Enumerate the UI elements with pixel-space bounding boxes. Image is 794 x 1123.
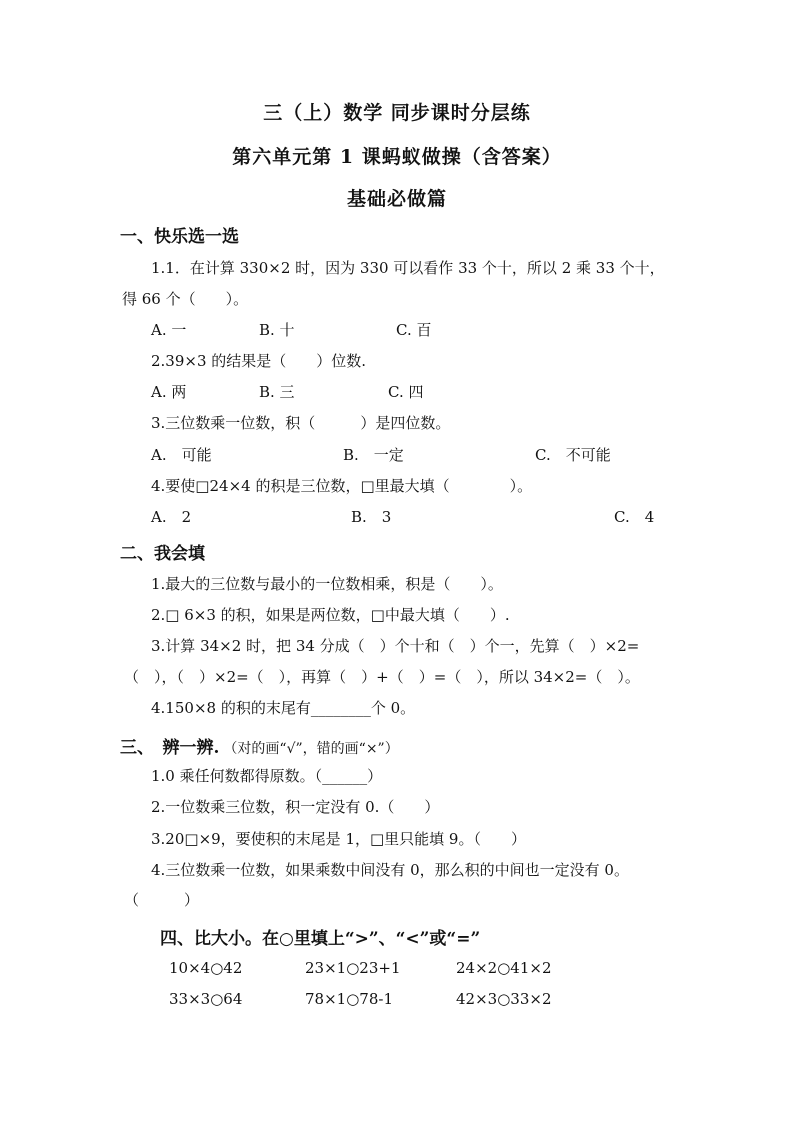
s4-item-1-2: 23×1○23+1 [305,959,401,977]
s2-question-3-line2: （ ），（ ）×2=（ ），再算（ ）+（ ）=（ ），所以 34×2=（ ）。 [124,668,640,686]
s2-question-4: 4.150×8 的积的末尾有________个 0。 [151,699,416,717]
section-1-heading: 一、快乐选一选 [120,227,239,247]
worksheet-title: 三（上）数学 同步课时分层练 [263,102,531,124]
s1-q2-option-a: A. 两 [151,383,187,401]
s1-q3-option-b: B. 一定 [343,446,404,464]
section-3-heading [120,733,399,758]
s1-question-1-line1: 1.1．在计算 330×2 时，因为 330 可以看作 33 个十，所以 2 乘 33 个十， [151,259,665,277]
level-title: 基础必做篇 [346,188,447,210]
s1-q4-option-a: A. 2 [151,508,192,526]
s3-question-3: 3.20□×9，要使积的末尾是 1，□里只能填 9。（ ） [151,830,526,848]
s2-question-2: 2.□ 6×3 的积，如果是两位数，□中最大填（ ）. [151,606,510,624]
s3-question-4-line2: （ ） [124,891,200,909]
s1-q2-option-c: C. 四 [388,383,424,401]
s3-question-1: 1.0 乘任何数都得原数。（______） [151,767,383,785]
s1-question-3: 3.三位数乘一位数，积（ ）是四位数。 [151,414,451,432]
s1-q2-option-b: B. 三 [259,383,295,401]
s1-q3-option-c: C. 不可能 [535,446,611,464]
s1-question-4: 4.要使□24×4 的积是三位数，□里最大填（ ）。 [151,477,533,495]
section-3-title: 三、 辨一辨. [120,738,220,758]
s3-question-2: 2.一位数乘三位数，积一定没有 0.（ ） [151,798,440,816]
s1-q3-option-a: A. 可能 [151,446,212,464]
s3-question-4-line1: 4.三位数乘一位数，如果乘数中间没有 0，那么积的中间也一定没有 0。 [151,861,629,879]
section-4-heading: 四、比大小。在○里填上“>”、“<”或“=” [160,929,481,949]
section-3-instruction: （对的画“√”，错的画“×”） [223,741,399,757]
s1-q1-option-b: B. 十 [259,321,295,339]
s1-q4-option-c: C. 4 [614,508,655,526]
s4-item-2-1: 33×3○64 [169,990,243,1008]
s2-question-1: 1.最大的三位数与最小的一位数相乘，积是（ ）。 [151,575,503,593]
s1-q1-option-a: A. 一 [151,321,187,339]
section-2-heading: 二、我会填 [120,544,205,564]
s4-item-2-3: 42×3○33×2 [456,990,552,1008]
s1-question-1-line2: 得 66 个（ ）。 [122,290,249,308]
s4-item-1-3: 24×2○41×2 [456,959,552,977]
s2-question-3-line1: 3.计算 34×2 时，把 34 分成（ ）个十和（ ）个一，先算（ ）×2= [151,637,640,655]
s1-q1-option-c: C. 百 [396,321,432,339]
s1-q4-option-b: B. 3 [351,508,392,526]
s4-item-1-1: 10×4○42 [169,959,243,977]
s1-question-2: 2.39×3 的结果是（ ）位数. [151,352,367,370]
s4-item-2-2: 78×1○78-1 [305,990,393,1008]
lesson-title: 第六单元第 1 课蚂蚁做操（含答案） [232,146,562,168]
